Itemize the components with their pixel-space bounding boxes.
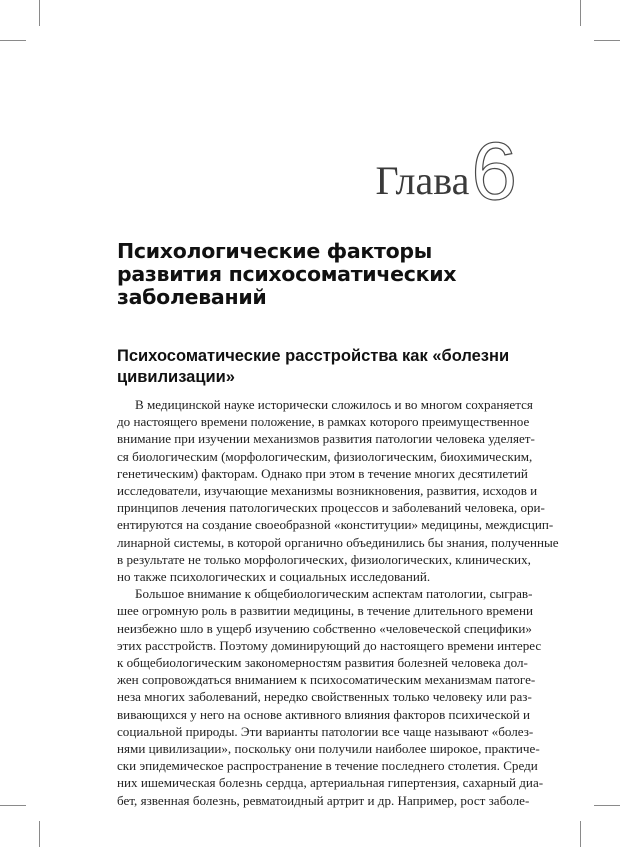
section-title-line: цивилизации» xyxy=(117,368,235,386)
text-line: Большое внимание к общебиологическим аспектам патологии, сыграв- xyxy=(135,586,533,602)
text-line: ски эпидемическое распространение в течение последнего столетия. Среди xyxy=(117,758,538,774)
text-line: социальной природы. Эти варианты патологии все чаще называют «болез- xyxy=(117,723,534,739)
text-line: ся биологическим (морфологическим, физиологическим, биохимическим, xyxy=(117,448,533,464)
text-line: них ишемическая болезнь сердца, артериальная гипертензия, сахарный диа- xyxy=(117,775,544,791)
text-line: к общебиологическим закономерностям развития болезней человека дол- xyxy=(117,655,528,671)
crop-mark xyxy=(39,0,40,26)
text-line: неизбежно шло в ущерб изучению собственно «человеческой специфики» xyxy=(117,620,532,636)
text-line: этих расстройств. Поэтому доминирующий до настоящего времени интерес xyxy=(117,637,542,653)
text-line: принципов лечения патологических процессов и заболеваний человека, ори- xyxy=(117,500,545,516)
chapter-word: Глава xyxy=(375,158,470,204)
text-line: линарной системы, в которой органично объединились бы знания, полученные xyxy=(117,534,559,550)
section-title-line: Психосоматические расстройства как «болезни xyxy=(117,347,510,365)
text-line: нями цивилизации», поскольку они получили наиболее широкое, практиче- xyxy=(117,741,540,757)
chapter-title xyxy=(117,240,457,309)
text-line: генетическим) факторам. Однако при этом в течение многих десятилетий xyxy=(117,465,528,481)
crop-mark xyxy=(594,805,620,806)
crop-mark xyxy=(0,805,26,806)
text-line: бет, язвенная болезнь, ревматоидный артрит и др. Например, рост заболе- xyxy=(117,792,530,808)
body-text xyxy=(117,396,559,809)
text-line: неза многих заболеваний, нередко свойственных только человеку или раз- xyxy=(117,689,532,705)
text-line: шее огромную роль в развитии медицины, в течение длительного времени xyxy=(117,603,533,619)
text-line: но также психологических и социальных исследований. xyxy=(117,569,431,585)
text-line: до настоящего времени положение, в рамках которого преимущественное xyxy=(117,414,530,430)
section-title xyxy=(117,346,537,388)
paragraph xyxy=(117,585,544,809)
chapter-title-line: развития психосоматических xyxy=(117,262,457,286)
crop-mark xyxy=(580,0,581,26)
text-line: внимание при изучении механизмов развития патологии человека уделяет- xyxy=(117,431,535,447)
crop-mark xyxy=(39,821,40,847)
chapter-heading xyxy=(375,126,517,217)
text-line: жен сопровождаться вниманием к психосоматическим механизмам патоге- xyxy=(117,672,536,688)
chapter-number: 6 xyxy=(471,126,517,217)
crop-mark xyxy=(580,821,581,847)
text-line: В медицинской науке исторически сложилось и во многом сохраняется xyxy=(135,397,533,412)
text-line: в результате не только морфологических, физиологических, клинических, xyxy=(117,551,531,567)
chapter-title-line: Психологические факторы xyxy=(117,239,432,263)
text-line: исследователи, изучающие механизмы возникновения, развития, исходов и xyxy=(117,483,538,499)
text-line: ентируются на создание своеобразной «конституции» медицины, междисцип- xyxy=(117,517,554,533)
text-line: вивающихся у него на основе активного влияния факторов психической и xyxy=(117,706,530,722)
paragraph xyxy=(117,396,559,585)
crop-mark xyxy=(594,40,620,41)
chapter-title-line: заболеваний xyxy=(117,285,267,309)
crop-mark xyxy=(0,40,26,41)
